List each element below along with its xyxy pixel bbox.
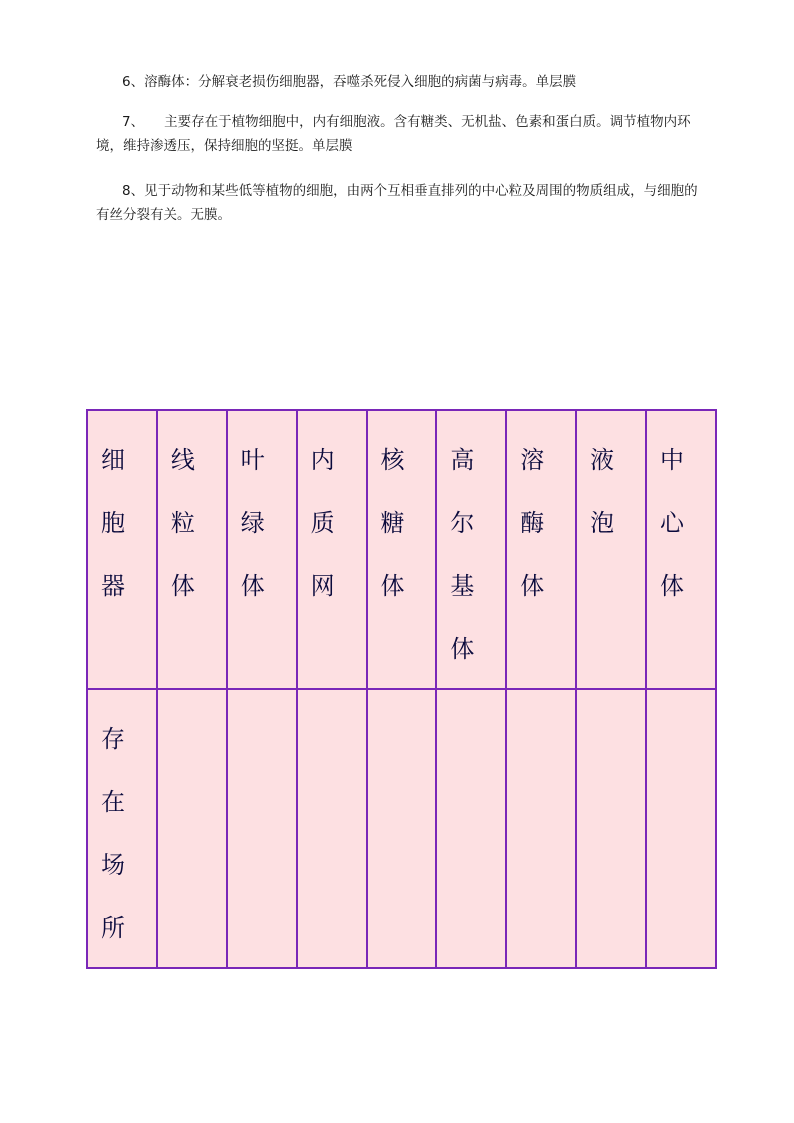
header-cell <box>297 410 367 689</box>
table-cell <box>576 689 646 968</box>
table-cell <box>436 689 506 968</box>
header-label: 线粒体 <box>170 446 195 600</box>
paragraph-7-number: 7、 <box>122 114 145 130</box>
header-cell <box>227 410 297 689</box>
table-cell <box>227 689 297 968</box>
header-cell <box>157 410 227 689</box>
table-header-row <box>87 410 716 689</box>
header-label: 叶绿体 <box>240 446 265 600</box>
paragraph-6-text: 6、溶酶体：分解衰老损伤细胞器，吞噬杀死侵入细胞的病菌与病毒。单层膜 <box>122 74 577 90</box>
header-label: 液泡 <box>590 446 615 537</box>
header-cell <box>436 410 506 689</box>
header-label: 核糖体 <box>380 446 405 600</box>
table-cell <box>297 689 367 968</box>
paragraph-7-text: 主要存在于植物细胞中，内有细胞液。含有糖类、无机盐、色素和蛋白质。调节植物内环境，维持渗透压，保持细胞的坚挺。单层膜 <box>96 114 691 154</box>
header-cell <box>646 410 716 689</box>
paragraph-8 <box>96 179 706 227</box>
table-cell <box>506 689 576 968</box>
paragraph-8-text: 8、见于动物和某些低等植物的细胞，由两个互相垂直排列的中心粒及周围的物质组成，与细胞的有丝分裂有关。无膜。 <box>96 183 698 223</box>
table-cell <box>367 689 437 968</box>
header-cell <box>87 410 157 689</box>
header-label: 中心体 <box>660 446 684 600</box>
table-cell <box>646 689 716 968</box>
organelle-table <box>86 409 717 969</box>
row-label-cell <box>87 689 157 968</box>
header-cell <box>576 410 646 689</box>
table-row-location <box>87 689 716 968</box>
header-cell <box>506 410 576 689</box>
header-label: 溶酶体 <box>520 446 545 600</box>
header-label: 细胞器 <box>101 446 125 600</box>
table-cell <box>157 689 227 968</box>
header-label: 内质网 <box>310 446 335 600</box>
paragraph-6 <box>96 70 706 94</box>
header-label: 高尔基体 <box>450 446 475 663</box>
paragraph-7 <box>96 110 706 158</box>
row-label: 存在场所 <box>101 725 125 942</box>
header-cell <box>367 410 437 689</box>
